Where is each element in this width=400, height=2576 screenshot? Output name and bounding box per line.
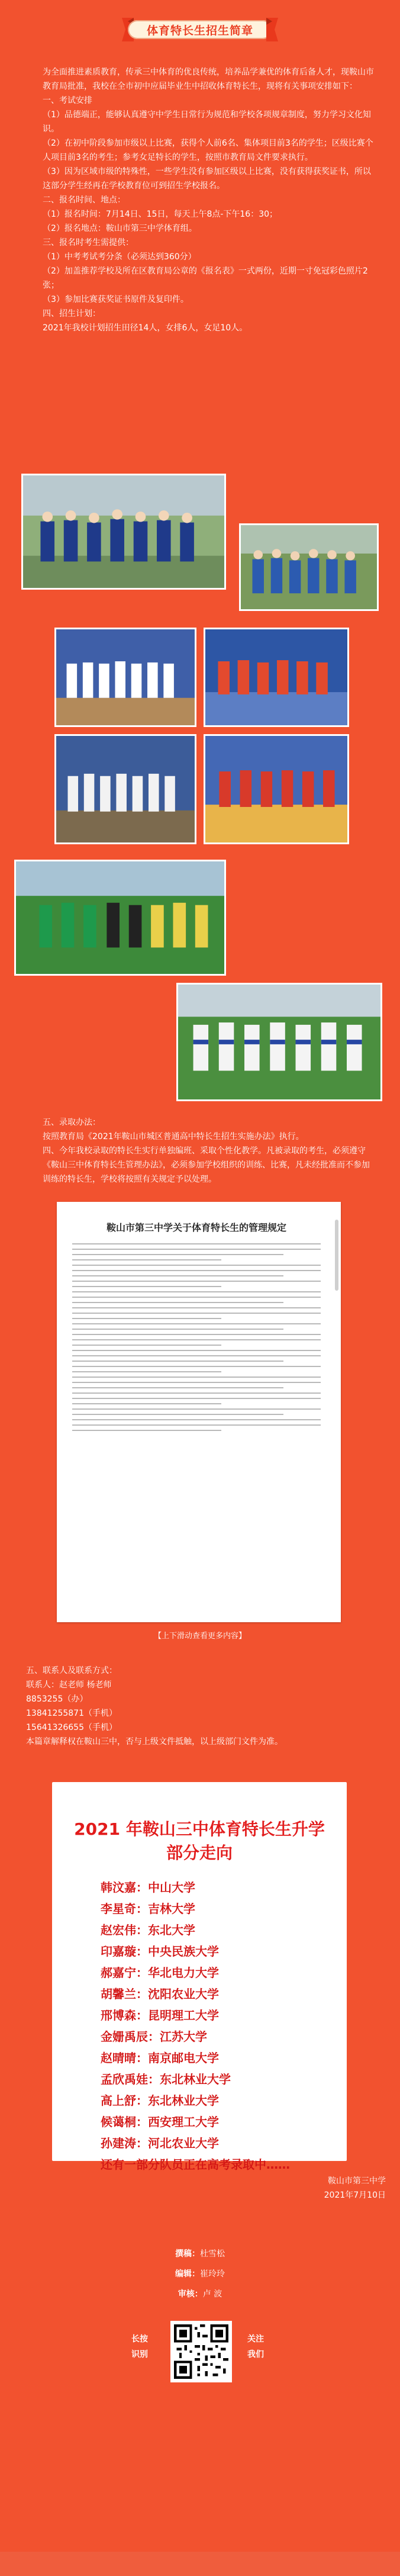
document-text-line (72, 1430, 221, 1431)
team-photo-8 (176, 983, 382, 1101)
document-text-line (72, 1291, 321, 1292)
document-text-line (72, 1366, 321, 1367)
team-photo-5-image (56, 736, 195, 842)
document-text-line (72, 1403, 221, 1404)
document-text-line (72, 1286, 221, 1287)
document-content (72, 1221, 321, 1435)
document-text-line (72, 1307, 321, 1308)
intro-paragraph: 为全面推进素质教育，传承三中体育的优良传统，培养品学兼优的体育后备人才，现鞍山市教育局批准，我校在全市初中应届毕业生中招收体育特长生，现将有关事项安排如下： (43, 67, 374, 91)
section-4-text: 2021年我校计划招生田径14人，女排6人，女足10人。 (43, 323, 248, 333)
admission-paragraph-2: 四、今年我校录取的特长生实行单独编班、采取个性化教学。凡被录取的考生，必须遵守《鞍山三中体育特长生管理办法》，必须参加学校组织的训练、比赛，凡未经批准而不参加训练的特长生，学校将按照有关规定予以处理。 (43, 1146, 370, 1184)
credit-reviewer: 审核：卢 波 (178, 2289, 222, 2299)
list-item: 赵宏伟：东北大学 (101, 1923, 195, 1937)
card-footer: 还有一部分队员正在高考录取中…… (101, 2157, 290, 2172)
admission-block (26, 1115, 375, 1186)
contact-phone: 8853255（办） (26, 1694, 88, 1704)
list-item: 胡馨兰：沈阳农业大学 (101, 1987, 219, 2001)
title-banner (128, 15, 272, 44)
document-text-line (72, 1361, 283, 1362)
list-item: 赵晴晴：南京邮电大学 (101, 2051, 219, 2065)
document-text-line (72, 1302, 283, 1303)
section-1-title: 一、考试安排 (43, 96, 92, 105)
section-1-item: （3）因为区域市级的特殊性，一些学生没有参加区级以上比赛，没有获得获奖证书，所以这部分学生经再在学校教育位可到招生学校报名。 (43, 167, 371, 191)
document-text-line (72, 1392, 321, 1394)
admission-paragraph-1: 按照教育局《2021年鞍山市城区普通高中特长生招生实施办法》执行。 (43, 1132, 304, 1141)
section-3-title: 三、报名时考生需提供： (43, 238, 134, 247)
list-item: 邢博森：昆明理工大学 (101, 2008, 219, 2022)
page-title: 体育特长生招生简章 (146, 24, 253, 37)
contact-phone: 13841255871（手机） (26, 1709, 117, 1718)
section-2-title: 二、报名时间、地点： (43, 195, 125, 205)
document-text-line (72, 1323, 321, 1324)
team-photo-5 (54, 734, 196, 844)
signature (208, 2174, 386, 2202)
card-title-line-1: 2021 年鞍山三中体育特长生升学 (74, 1819, 325, 1839)
document-text-line (72, 1259, 221, 1260)
section-2-item: （2）报名地点：鞍山市第三中学体育组。 (43, 224, 197, 233)
document-text-line (72, 1408, 321, 1410)
document-text-line (72, 1419, 321, 1420)
document-text-line (72, 1313, 321, 1314)
destination-list (101, 1877, 337, 2175)
contact-block (26, 1664, 375, 1749)
document-text-line (72, 1350, 321, 1351)
card-title-line-2: 部分走向 (166, 1843, 233, 1863)
document-text-line (72, 1345, 221, 1346)
regulation-document[interactable] (57, 1202, 341, 1622)
document-text-line (72, 1414, 283, 1415)
document-text-line (72, 1334, 321, 1335)
section-1-item: （1）品德端正，能够认真遵守中学生日常行为规范和学校各项规章制度，努力学习文化知识。 (43, 110, 371, 134)
document-text-line (72, 1281, 321, 1282)
team-photo-6 (204, 734, 349, 844)
list-item: 郝嘉宁：华北电力大学 (101, 1966, 219, 1980)
qr-left-text: 长按 识别 (131, 2334, 148, 2359)
credit-editor: 编辑：崔玲玲 (175, 2269, 225, 2279)
qr-section (116, 2321, 284, 2382)
signature-date: 2021年7月10日 (324, 2191, 386, 2200)
list-item: 孟欣禹娃：东北林业大学 (101, 2072, 231, 2086)
document-text-line (72, 1243, 321, 1244)
qr-right-text: 关注 我们 (247, 2334, 264, 2359)
document-text-line (72, 1339, 321, 1340)
contact-title: 五、联系人及联系方式： (26, 1666, 117, 1675)
document-text-line (72, 1355, 321, 1356)
bottom-bar (0, 2552, 400, 2576)
intro-block (26, 65, 375, 335)
contact-note: 本篇章解释权在鞍山三中，否与上级文件抵触，以上级部门文件为准。 (26, 1737, 283, 1747)
team-photo-4-image (205, 629, 347, 725)
team-photo-2 (239, 523, 379, 611)
section-4-title: 四、招生计划： (43, 309, 101, 319)
document-text-line (72, 1329, 283, 1330)
team-photo-3-image (56, 629, 195, 725)
ribbon-right-icon (265, 15, 280, 44)
card-title (52, 1818, 347, 1865)
list-item: 印嘉璇：中央民族大学 (101, 1944, 219, 1958)
section-2-item: （1）报名时间：7月14日、15日，每天上午8点-下午16：30； (43, 210, 278, 219)
team-photo-6-image (205, 736, 347, 842)
qr-code[interactable] (170, 2321, 232, 2382)
team-photo-7-image (16, 861, 224, 974)
team-photo-7 (14, 860, 226, 976)
list-item: 金姗禹辰：江苏大学 (101, 2030, 207, 2044)
contact-phone: 15641326655（手机） (26, 1723, 117, 1732)
document-text-line (72, 1297, 321, 1298)
document-title: 鞍山市第三中学关于体育特长生的管理规定 (106, 1222, 286, 1233)
document-text-line (72, 1265, 321, 1266)
section-3-item: （1）中考考试考分条（必须达到360分） (43, 252, 196, 262)
list-item: 李星奇：吉林大学 (101, 1902, 195, 1916)
document-text-line (72, 1424, 321, 1426)
team-photo-1-image (23, 475, 224, 588)
team-photo-8-image (178, 985, 380, 1099)
document-text-line (72, 1270, 321, 1271)
section-1-item: （2）在初中阶段参加市级以上比赛，获得个人前6名、集体项目前3名的学生；区级比赛个人项目前3名的考生；参考女足特长的学生，按照市教育局文件要求执行。 (43, 139, 373, 162)
credits (0, 2244, 400, 2304)
team-photo-4 (204, 628, 349, 727)
team-photo-3 (54, 628, 196, 727)
list-item: 候蔼桐：西安理工大学 (101, 2115, 219, 2129)
team-photo-2-image (241, 525, 377, 609)
document-text-line (72, 1387, 283, 1388)
section-3-item: （2）加盖推荐学校及所在区教育局公章的《报名表》一式两份，近期一寸免冠彩色照片2张； (43, 266, 368, 290)
document-text-line (72, 1382, 321, 1383)
destination-card (52, 1782, 347, 2172)
signature-org: 鞍山市第三中学 (328, 2176, 386, 2186)
team-photo-1 (21, 474, 226, 590)
list-item: 韩汶嘉：中山大学 (101, 1880, 195, 1895)
document-text-line (72, 1275, 283, 1276)
document-text-line (72, 1371, 221, 1372)
document-text-line (72, 1398, 321, 1399)
credit-writer: 撰稿：杜雪松 (175, 2249, 225, 2259)
list-item: 孙建涛：河北农业大学 (101, 2136, 219, 2150)
document-text-line (72, 1254, 283, 1255)
qr-code-icon (174, 2324, 228, 2379)
admission-title: 五、录取办法： (43, 1118, 101, 1127)
document-text-line (72, 1318, 221, 1319)
document-scrollbar[interactable] (335, 1220, 338, 1291)
document-text-line (72, 1249, 321, 1250)
list-item: 高上舒：东北林业大学 (101, 2093, 219, 2108)
document-text-line (72, 1377, 321, 1378)
contact-persons: 联系人：赵老师 杨老师 (26, 1680, 112, 1690)
scroll-hint: 【上下滑动查看更多内容】 (153, 1632, 246, 1641)
section-3-item: （3）参加比赛获奖证书原件及复印件。 (43, 295, 189, 304)
